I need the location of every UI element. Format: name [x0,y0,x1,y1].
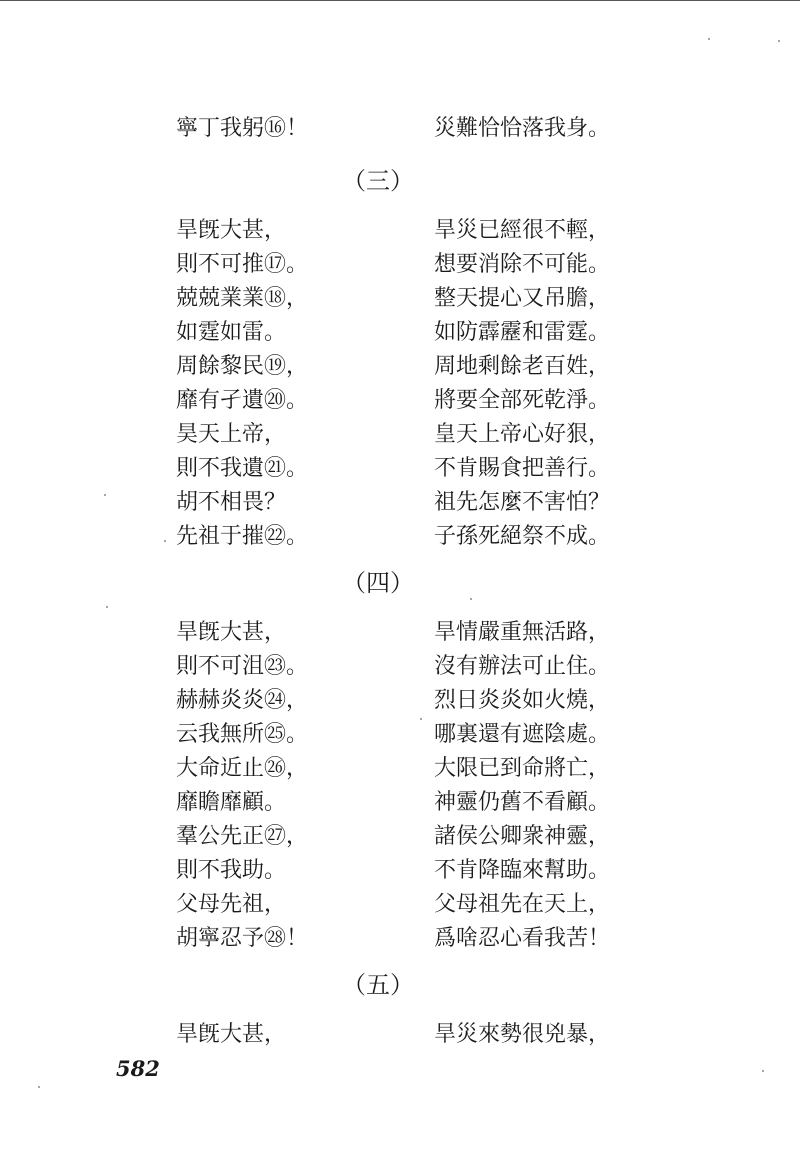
verse-line [0,650,800,684]
original-line: 大命近止㉖， [176,756,309,781]
translation-line: 大限已到命將亡， [434,756,611,781]
original-line: 則不可沮㉓。 [176,654,309,679]
verse-line [0,684,800,718]
verse-line [0,384,800,418]
translation-line: 子孫死絕祭不成。 [434,524,611,549]
verse-line [0,418,800,452]
original-line: 羣公先正㉗， [176,824,309,849]
translation-line: 烈日炎炎如火燒， [434,688,611,713]
original-line: 赫赫炎炎㉔， [176,688,309,713]
verse-line [0,616,800,650]
translation-line: 將要全部死乾淨。 [434,388,611,413]
scan-speck [164,540,166,542]
scan-speck [420,718,422,720]
original-line: 旱旣大甚， [176,1022,287,1047]
verse-line [0,452,800,486]
section-heading: （三） [342,167,414,195]
original-line: 則不我遺㉑。 [176,456,309,481]
original-line: 靡瞻靡顧。 [176,790,287,815]
scan-speck [778,40,780,42]
original-line: 旱旣大甚， [176,218,287,243]
original-line: 昊天上帝， [176,422,287,447]
original-line: 父母先祖， [176,892,287,917]
translation-line: 祖先怎麼不害怕？ [434,490,611,515]
verse-line [0,888,800,922]
original-line: 兢兢業業⑱， [176,286,309,311]
translation-line: 旱災已經很不輕， [434,218,611,243]
original-line: 胡寧忍予㉘！ [176,926,309,951]
scan-speck [104,494,106,496]
verse-line [0,214,800,248]
verse-line [0,922,800,956]
verse-line [0,248,800,282]
verse-line [0,112,800,146]
verse-line [0,350,800,384]
verse-line [0,786,800,820]
original-line: 靡有孑遺⑳。 [176,388,309,413]
verse-line [0,316,800,350]
verse-line [0,718,800,752]
verse-line [0,854,800,888]
original-line: 旱旣大甚， [176,620,287,645]
original-line: 如霆如雷。 [176,320,287,345]
translation-line: 旱災來勢很兇暴， [434,1022,611,1047]
section-heading: （四） [342,569,414,597]
translation-line: 哪裏還有遮陰處。 [434,722,611,747]
translation-line: 沒有辦法可止住。 [434,654,611,679]
original-line: 云我無所㉕。 [176,722,309,747]
translation-line: 神靈仍舊不看顧。 [434,790,611,815]
translation-line: 不肯降臨來幫助。 [434,858,611,883]
scan-speck [38,1086,40,1088]
verse-line [0,1018,800,1052]
verse-line [0,752,800,786]
verse-line [0,282,800,316]
translation-line: 父母祖先在天上， [434,892,611,917]
translation-line: 整天提心又吊膽， [434,286,611,311]
translation-line: 如防霹靂和雷霆。 [434,320,611,345]
translation-line: 皇天上帝心好狠， [434,422,611,447]
translation-line: 災難恰恰落我身。 [434,116,611,141]
original-line: 先祖于摧㉒。 [176,524,309,549]
verse-line [0,820,800,854]
original-line: 則不我助。 [176,858,287,883]
original-line: 寧丁我躬⑯！ [176,116,309,141]
original-line: 則不可推⑰。 [176,252,309,277]
scan-speck [708,38,710,40]
original-line: 胡不相畏？ [176,490,287,515]
translation-line: 周地剩餘老百姓， [434,354,611,379]
translation-line: 諸侯公卿衆神靈， [434,824,611,849]
scan-speck [106,606,108,608]
page-number: 582 [116,1056,160,1081]
section-heading: （五） [342,971,414,999]
scan-speck [470,598,472,600]
original-line: 周餘黎民⑲， [176,354,309,379]
verse-line [0,486,800,520]
translation-line: 爲啥忍心看我苦！ [434,926,611,951]
translation-line: 想要消除不可能。 [434,252,611,277]
verse-line [0,520,800,554]
translation-line: 旱情嚴重無活路， [434,620,611,645]
scan-speck [762,1070,764,1072]
translation-line: 不肯賜食把善行。 [434,456,611,481]
